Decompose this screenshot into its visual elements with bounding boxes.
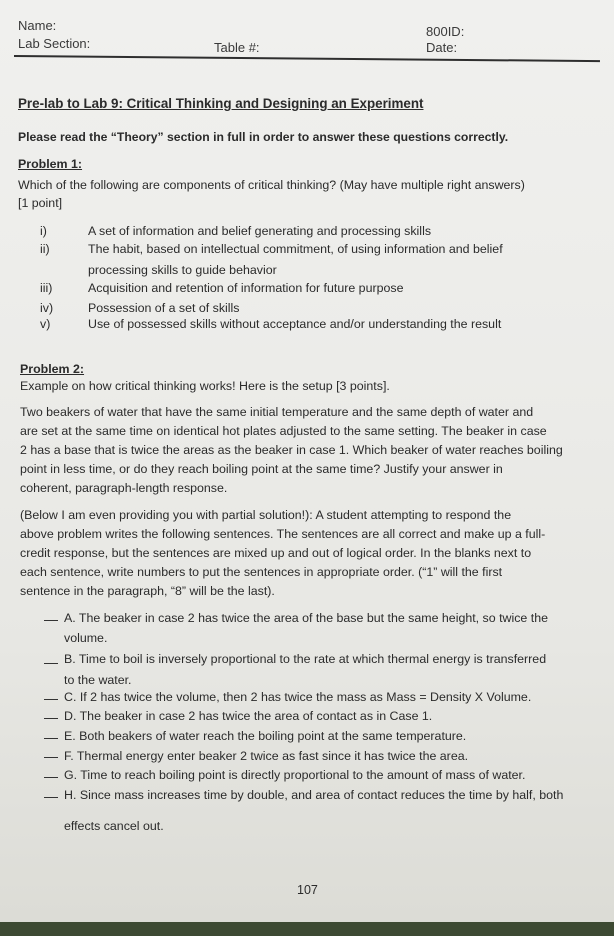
option-num: v) xyxy=(40,317,51,331)
problem2-intro: Example on how critical thinking works! Here is the setup [3 points]. xyxy=(20,379,390,393)
table-label: Table #: xyxy=(214,40,260,55)
sentence-f: F. Thermal energy enter beaker 2 twice as fast since it has twice the area. xyxy=(64,749,469,763)
option-num: iv) xyxy=(40,301,54,315)
paragraph-line: each sentence, write numbers to put the sentences in appropriate order. (“1” will the first xyxy=(20,565,503,579)
option-text: Possession of a set of skills xyxy=(88,301,240,315)
answer-blank-c[interactable] xyxy=(44,699,58,700)
sentence-h: H. Since mass increases time by double, and area of contact reduces the time by half, both xyxy=(64,788,564,802)
paragraph-line: above problem writes the following sentences. The sentences are all correct and make up a full- xyxy=(20,527,546,541)
sentence-c: C. If 2 has twice the volume, then 2 has twice the mass as Mass = Density X Volume. xyxy=(64,690,532,704)
sentence-a: A. The beaker in case 2 has twice the area of the base but the same height, so twice the xyxy=(64,611,548,625)
date-label: Date: xyxy=(426,40,458,55)
id-label: 800ID: xyxy=(426,24,465,39)
background-surface xyxy=(0,922,614,936)
sentence-e: E. Both beakers of water reach the boiling point at the same temperature. xyxy=(64,729,467,743)
problem1-points: [1 point] xyxy=(18,196,63,210)
page-title: Pre-lab to Lab 9: Critical Thinking and Designing an Experiment xyxy=(18,96,424,111)
header-divider xyxy=(14,55,600,62)
answer-blank-e[interactable] xyxy=(44,738,58,739)
paragraph-line: point in less time, or do they reach boiling point at the same time? Justify your answer in xyxy=(20,462,503,476)
page-number: 107 xyxy=(297,883,318,897)
sentence-b-cont: to the water. xyxy=(64,673,132,687)
answer-blank-a[interactable] xyxy=(44,620,58,621)
problem1-question: Which of the following are components of critical thinking? (May have multiple right answers) xyxy=(18,178,525,192)
paragraph-line: are set at the same time on identical hot plates adjusted to the same setting. The beaker in case xyxy=(20,424,547,438)
paragraph-line: Two beakers of water that have the same initial temperature and the same depth of water and xyxy=(20,405,534,419)
sentence-a-cont: volume. xyxy=(64,631,108,645)
problem1-heading: Problem 1: xyxy=(18,157,83,171)
answer-blank-b[interactable] xyxy=(44,663,58,664)
option-text: processing skills to guide behavior xyxy=(88,263,277,277)
paragraph-line: coherent, paragraph-length response. xyxy=(20,481,228,495)
answer-blank-h[interactable] xyxy=(44,797,58,798)
lab-section-label: Lab Section: xyxy=(18,36,91,51)
paragraph-line: 2 has a base that is twice the areas as the beaker in case 1. Which beaker of water reaches boiling xyxy=(20,443,563,457)
paragraph-line: credit response, but the sentences are mixed up and out of logical order. In the blanks next to xyxy=(20,546,532,560)
sentence-b: B. Time to boil is inversely proportional to the rate at which thermal energy is transferred xyxy=(64,652,547,666)
problem2-heading: Problem 2: xyxy=(20,362,85,376)
sentence-d: D. The beaker in case 2 has twice the area of contact as in Case 1. xyxy=(64,709,433,723)
sentence-g: G. Time to reach boiling point is directly proportional to the amount of mass of water. xyxy=(64,768,526,782)
answer-blank-g[interactable] xyxy=(44,777,58,778)
answer-blank-d[interactable] xyxy=(44,718,58,719)
option-text: Acquisition and retention of information for future purpose xyxy=(88,281,404,295)
paragraph-line: sentence in the paragraph, “8” will be the last). xyxy=(20,584,275,598)
sentence-h-cont: effects cancel out. xyxy=(64,819,164,833)
option-num: i) xyxy=(40,224,47,238)
option-num: ii) xyxy=(40,242,50,256)
option-text: Use of possessed skills without acceptance and/or understanding the result xyxy=(88,317,502,331)
paragraph-line: (Below I am even providing you with partial solution!): A student attempting to respond the xyxy=(20,508,512,522)
option-text: A set of information and belief generating and processing skills xyxy=(88,224,432,238)
option-num: iii) xyxy=(40,281,53,295)
option-text: The habit, based on intellectual commitment, of using information and belief xyxy=(88,242,503,256)
name-label: Name: xyxy=(18,18,57,33)
instruction-text: Please read the “Theory” section in full in order to answer these questions correctly. xyxy=(18,130,509,144)
answer-blank-f[interactable] xyxy=(44,757,58,758)
